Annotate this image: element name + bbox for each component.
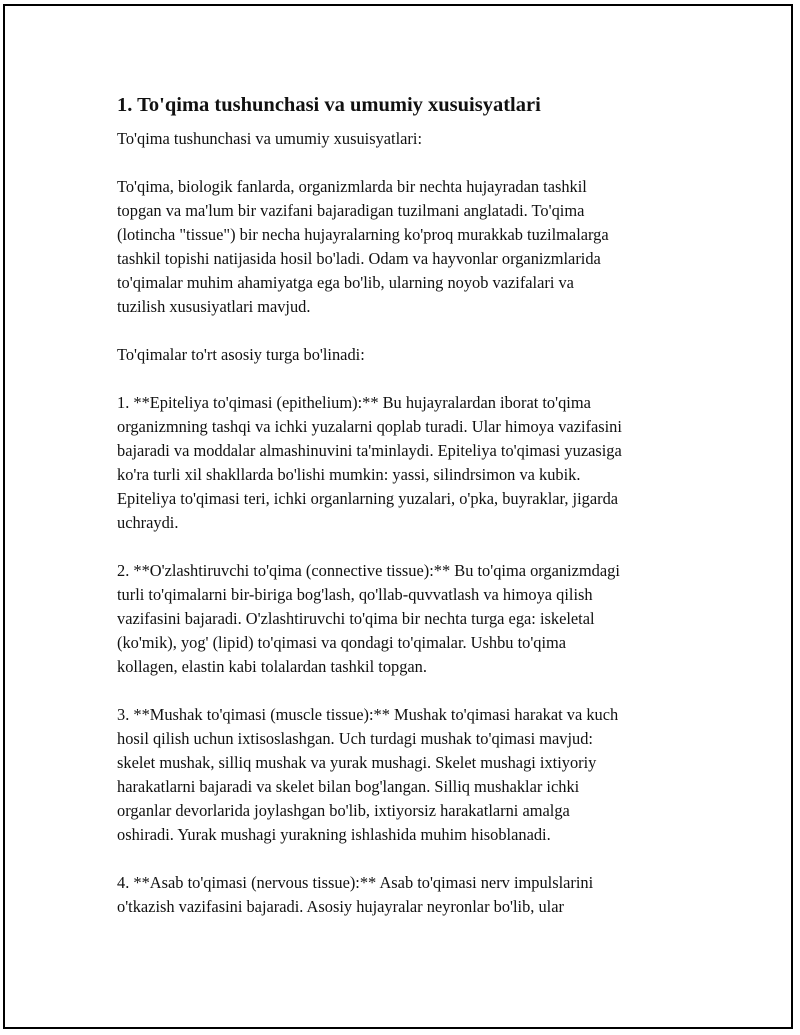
page-title: 1. To'qima tushunchasi va umumiy xusuisyatlari (117, 94, 541, 116)
paragraph-epithelium: 1. **Epiteliya to'qimasi (epithelium):** Bu hujayralardan iborat to'qima organizmning tashqi va ichki yuzalarni qoplab turadi. Ular himoya vazifasini bajaradi va moddalar almashinuvini ta'minlaydi. Epiteliya to'qimasi yuzasiga ko'ra turli xil shakllarda bo'lishi mumkin: yassi, silindrsimon va kubik. Epiteliya to'qimasi teri, ichki organlarning yuzalari, o'pka, buyraklar, jigarda uchraydi. (117, 393, 622, 532)
paragraph-definition: To'qima, biologik fanlarda, organizmlarda bir nechta hujayradan tashkil topgan va ma'lum bir vazifani bajaradigan tuzilmani anglatadi. To'qima (lotincha "tissue") bir necha hujayralarning ko'proq murakkab tuzilmalarga tashkil topishi natijasida hosil bo'ladi. Odam va hayvonlar organizmlarida to'qimalar muhim ahamiyatga ega bo'lib, ularning noyob vazifalari va tuzilish xususiyatlari mavjud. (117, 177, 609, 316)
paragraph-types-intro: To'qimalar to'rt asosiy turga bo'linadi: (117, 345, 365, 364)
paragraph-nervous-tissue: 4. **Asab to'qimasi (nervous tissue):** Asab to'qimasi nerv impulslarini o'tkazish vazifasini bajaradi. Asosiy hujayralar neyronlar bo'lib, ular (117, 873, 594, 916)
document-body (117, 91, 717, 943)
paragraph-connective-tissue: 2. **O'zlashtiruvchi to'qima (connective tissue):** Bu to'qima organizmdagi turli to'qimalarni bir-biriga bog'lash, qo'llab-quvvatlash va himoya qilish vazifasini bajaradi. O'zlashtiruvchi to'qima bir nechta turga ega: iskeletal (ko'mik), yog' (lipid) to'qimasi va qondagi to'qimalar. Ushbu to'qima kollagen, elastin kabi tolalardan tashkil topgan. (117, 561, 620, 676)
paragraph-muscle-tissue: 3. **Mushak to'qimasi (muscle tissue):** Mushak to'qimasi harakat va kuch hosil qilish uchun ixtisoslashgan. Uch turdagi mushak to'qimasi mavjud: skelet mushak, silliq mushak va yurak mushagi. Skelet mushagi ixtiyoriy harakatlarni bajaradi va skelet bilan bog'langan. Silliq mushaklar ichki organlar devorlarida joylashgan bo'lib, ixtiyorsiz harakatlarni amalga oshiradi. Yurak mushagi yurakning ishlashida muhim hisoblanadi. (117, 705, 619, 844)
paragraph-intro-heading: To'qima tushunchasi va umumiy xusuisyatlari: (117, 129, 422, 148)
